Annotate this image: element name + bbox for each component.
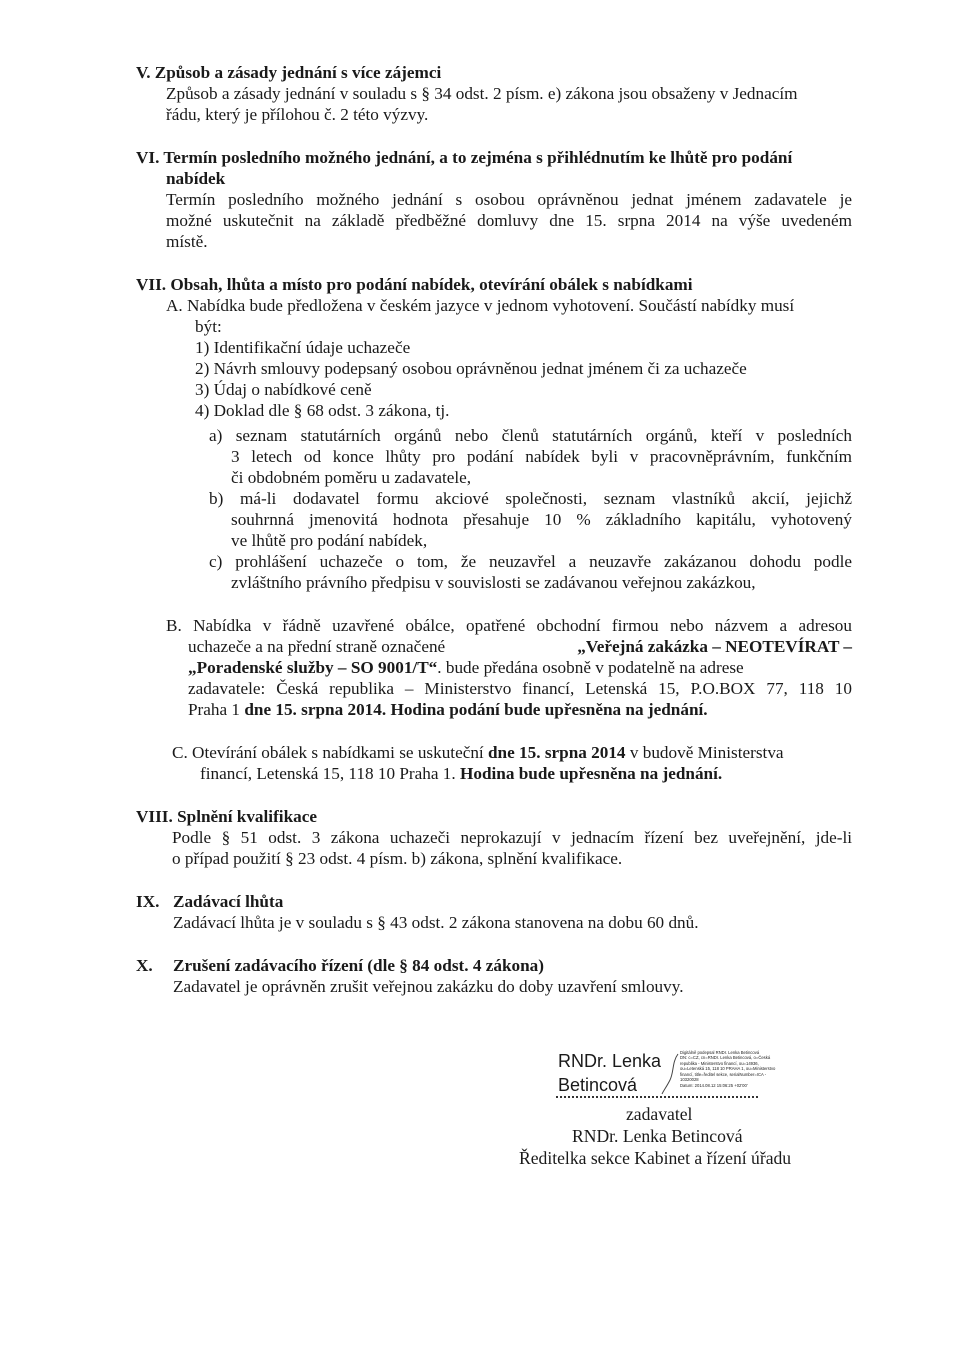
signature-name: Betincová (558, 1075, 638, 1095)
section-vii-b: zadavatele: Česká republika – Ministerstvo financí, Letenská 15, P.O.BOX 77, 118 10 (188, 679, 852, 698)
signature-position: Ředitelka sekce Kabinet a řízení úřadu (519, 1148, 792, 1168)
sub-item-b: b) má-li dodavatel formu akciové společnosti, seznam vlastníků akcií, jejichž (209, 489, 852, 508)
section-v-heading: V. Způsob a zásady jednání s více zájemci (136, 63, 442, 82)
section-vi-text: možné uskutečnit na základě předběžné domluvy dne 15. srpna 2014 na výše uvedeném (166, 211, 852, 230)
section-x-text: Zadavatel je oprávněn zrušit veřejnou zakázku do doby uzavření smlouvy. (173, 977, 684, 996)
section-vii-heading: VII. Obsah, lhůta a místo pro podání nabídek, otevírání obálek s nabídkami (136, 275, 693, 294)
list-item: 1) Identifikační údaje uchazeče (195, 338, 411, 357)
section-vi-heading: nabídek (166, 169, 226, 188)
signature-stroke-icon (660, 1052, 682, 1096)
section-x-number: X. (136, 956, 153, 975)
sub-item-a: či obdobném poměru u zadavatele, (231, 468, 472, 487)
section-vii-b-date: dne 15. srpna 2014. Hodina podání bude upřesněna na jednání. (244, 700, 708, 719)
section-vii-c-note: Hodina bude upřesněna na jednání. (459, 764, 723, 783)
sub-item-a: a) seznam statutárních orgánů nebo členů statutárních orgánů, kteří v posledních (209, 426, 852, 445)
section-ix-number: IX. (136, 892, 160, 911)
section-v-text: Způsob a zásady jednání v souladu s § 34 odst. 2 písm. e) zákona jsou obsaženy v Jednacím (166, 84, 798, 103)
section-vii-b-label: „Veřejná zakázka – NEOTEVÍRAT – (577, 637, 852, 656)
section-vii-b-text: . bude předána osobně v podatelně na adrese (437, 658, 744, 677)
section-vii-a: A. Nabídka bude předložena v českém jazyce v jednom vyhotovení. Součástí nabídky musí (166, 296, 795, 315)
section-vi-heading: VI. Termín posledního možného jednání, a to zejména s přihlédnutím ke lhůtě pro podání (136, 148, 793, 167)
section-vii-c-text: v budově Ministerstva (625, 743, 784, 762)
section-viii-heading: VIII. Splnění kvalifikace (136, 807, 317, 826)
digital-stamp-line: ou=Letenská 15, 118 10 PRAHA 1, ou=Ministerstvo (680, 1066, 776, 1071)
list-item: 3) Údaj o nabídkové ceně (195, 380, 372, 399)
section-vii-b: B. Nabídka v řádně uzavřené obálce, opatřené obchodní firmou nebo názvem a adresou (166, 616, 852, 635)
section-vii-b (188, 636, 852, 657)
section-x-heading: Zrušení zadávacího řízení (dle § 84 odst. 4 zákona) (173, 956, 544, 975)
signature-role: zadavatel (626, 1104, 693, 1124)
sub-item-c: c) prohlášení uchazeče o tom, že neuzavřel a neuzavře zakázanou dohodu podle (209, 552, 852, 571)
digital-stamp-line: 10320028 (680, 1077, 699, 1082)
digital-stamp-line: republika - Ministerstvo financí, ou=14936, (680, 1061, 759, 1066)
section-vii-b-label: „Poradenské služby – SO 9001/T“ (188, 658, 438, 677)
sub-item-b: souhrnná jmenovitá hodnota přesahuje 10 % základního kapitálu, vyhotovený (231, 510, 852, 529)
section-vii-b (188, 699, 708, 720)
section-viii-text: o případ použití § 23 odst. 4 písm. b) zákona, splnění kvalifikace. (172, 849, 623, 868)
section-vii-b-text: uchazeče a na přední straně označené (188, 637, 446, 656)
section-vii-c (200, 763, 722, 784)
digital-stamp-line: financí, title=ředitel sekce, serialNumber=ICA - (680, 1072, 767, 1077)
section-viii-text: Podle § 51 odst. 3 zákona uchazeči neprokazují v jednacím řízení bez uveřejnění, jde-li (172, 828, 852, 847)
sub-item-a: 3 letech od konce lhůty pro podání nabídek byli v pracovněprávním, funkčním (231, 447, 852, 466)
signature-dotted-line (556, 1096, 758, 1098)
section-vii-a: být: (195, 317, 222, 336)
section-ix-text: Zadávací lhůta je v souladu s § 43 odst. 2 zákona stanovena na dobu 60 dnů. (173, 913, 699, 932)
section-vii-c (172, 742, 784, 763)
section-v-text: řádu, který je přílohou č. 2 této výzvy. (166, 105, 429, 124)
section-vi-text: místě. (166, 232, 208, 251)
section-vii-b-text: Praha 1 (188, 700, 245, 719)
sub-item-b: ve lhůtě pro podání nabídek, (231, 531, 428, 550)
section-vii-b (188, 657, 744, 678)
section-ix-heading: Zadávací lhůta (173, 892, 284, 911)
section-vi-text: Termín posledního možného jednání s osobou oprávněnou jednat jménem zadavatele je (166, 190, 852, 209)
section-vii-c-date: dne 15. srpna 2014 (488, 743, 626, 762)
list-item: 4) Doklad dle § 68 odst. 3 zákona, tj. (195, 401, 450, 420)
sub-item-c: zvláštního právního předpisu v souvislosti se zadávanou veřejnou zakázkou, (231, 573, 756, 592)
section-vii-c-text: financí, Letenská 15, 118 10 Praha 1. (200, 764, 460, 783)
list-item: 2) Návrh smlouvy podepsaný osobou oprávněnou jednat jménem či za uchazeče (195, 359, 747, 378)
digital-stamp-line: Datum: 2014.08.12 15:06:25 +02'00' (680, 1083, 748, 1088)
signature-name: RNDr. Lenka (558, 1051, 662, 1071)
digital-stamp-line: Digitálně podepsal RNDr. Lenka Betincová (680, 1050, 760, 1055)
signature-full-name: RNDr. Lenka Betincová (572, 1126, 743, 1146)
digital-stamp-line: DN: c=CZ, cn=RNDr. Lenka Betincová, o=Česká (680, 1055, 771, 1060)
section-vii-c-text: C. Otevírání obálek s nabídkami se uskuteční (172, 743, 488, 762)
